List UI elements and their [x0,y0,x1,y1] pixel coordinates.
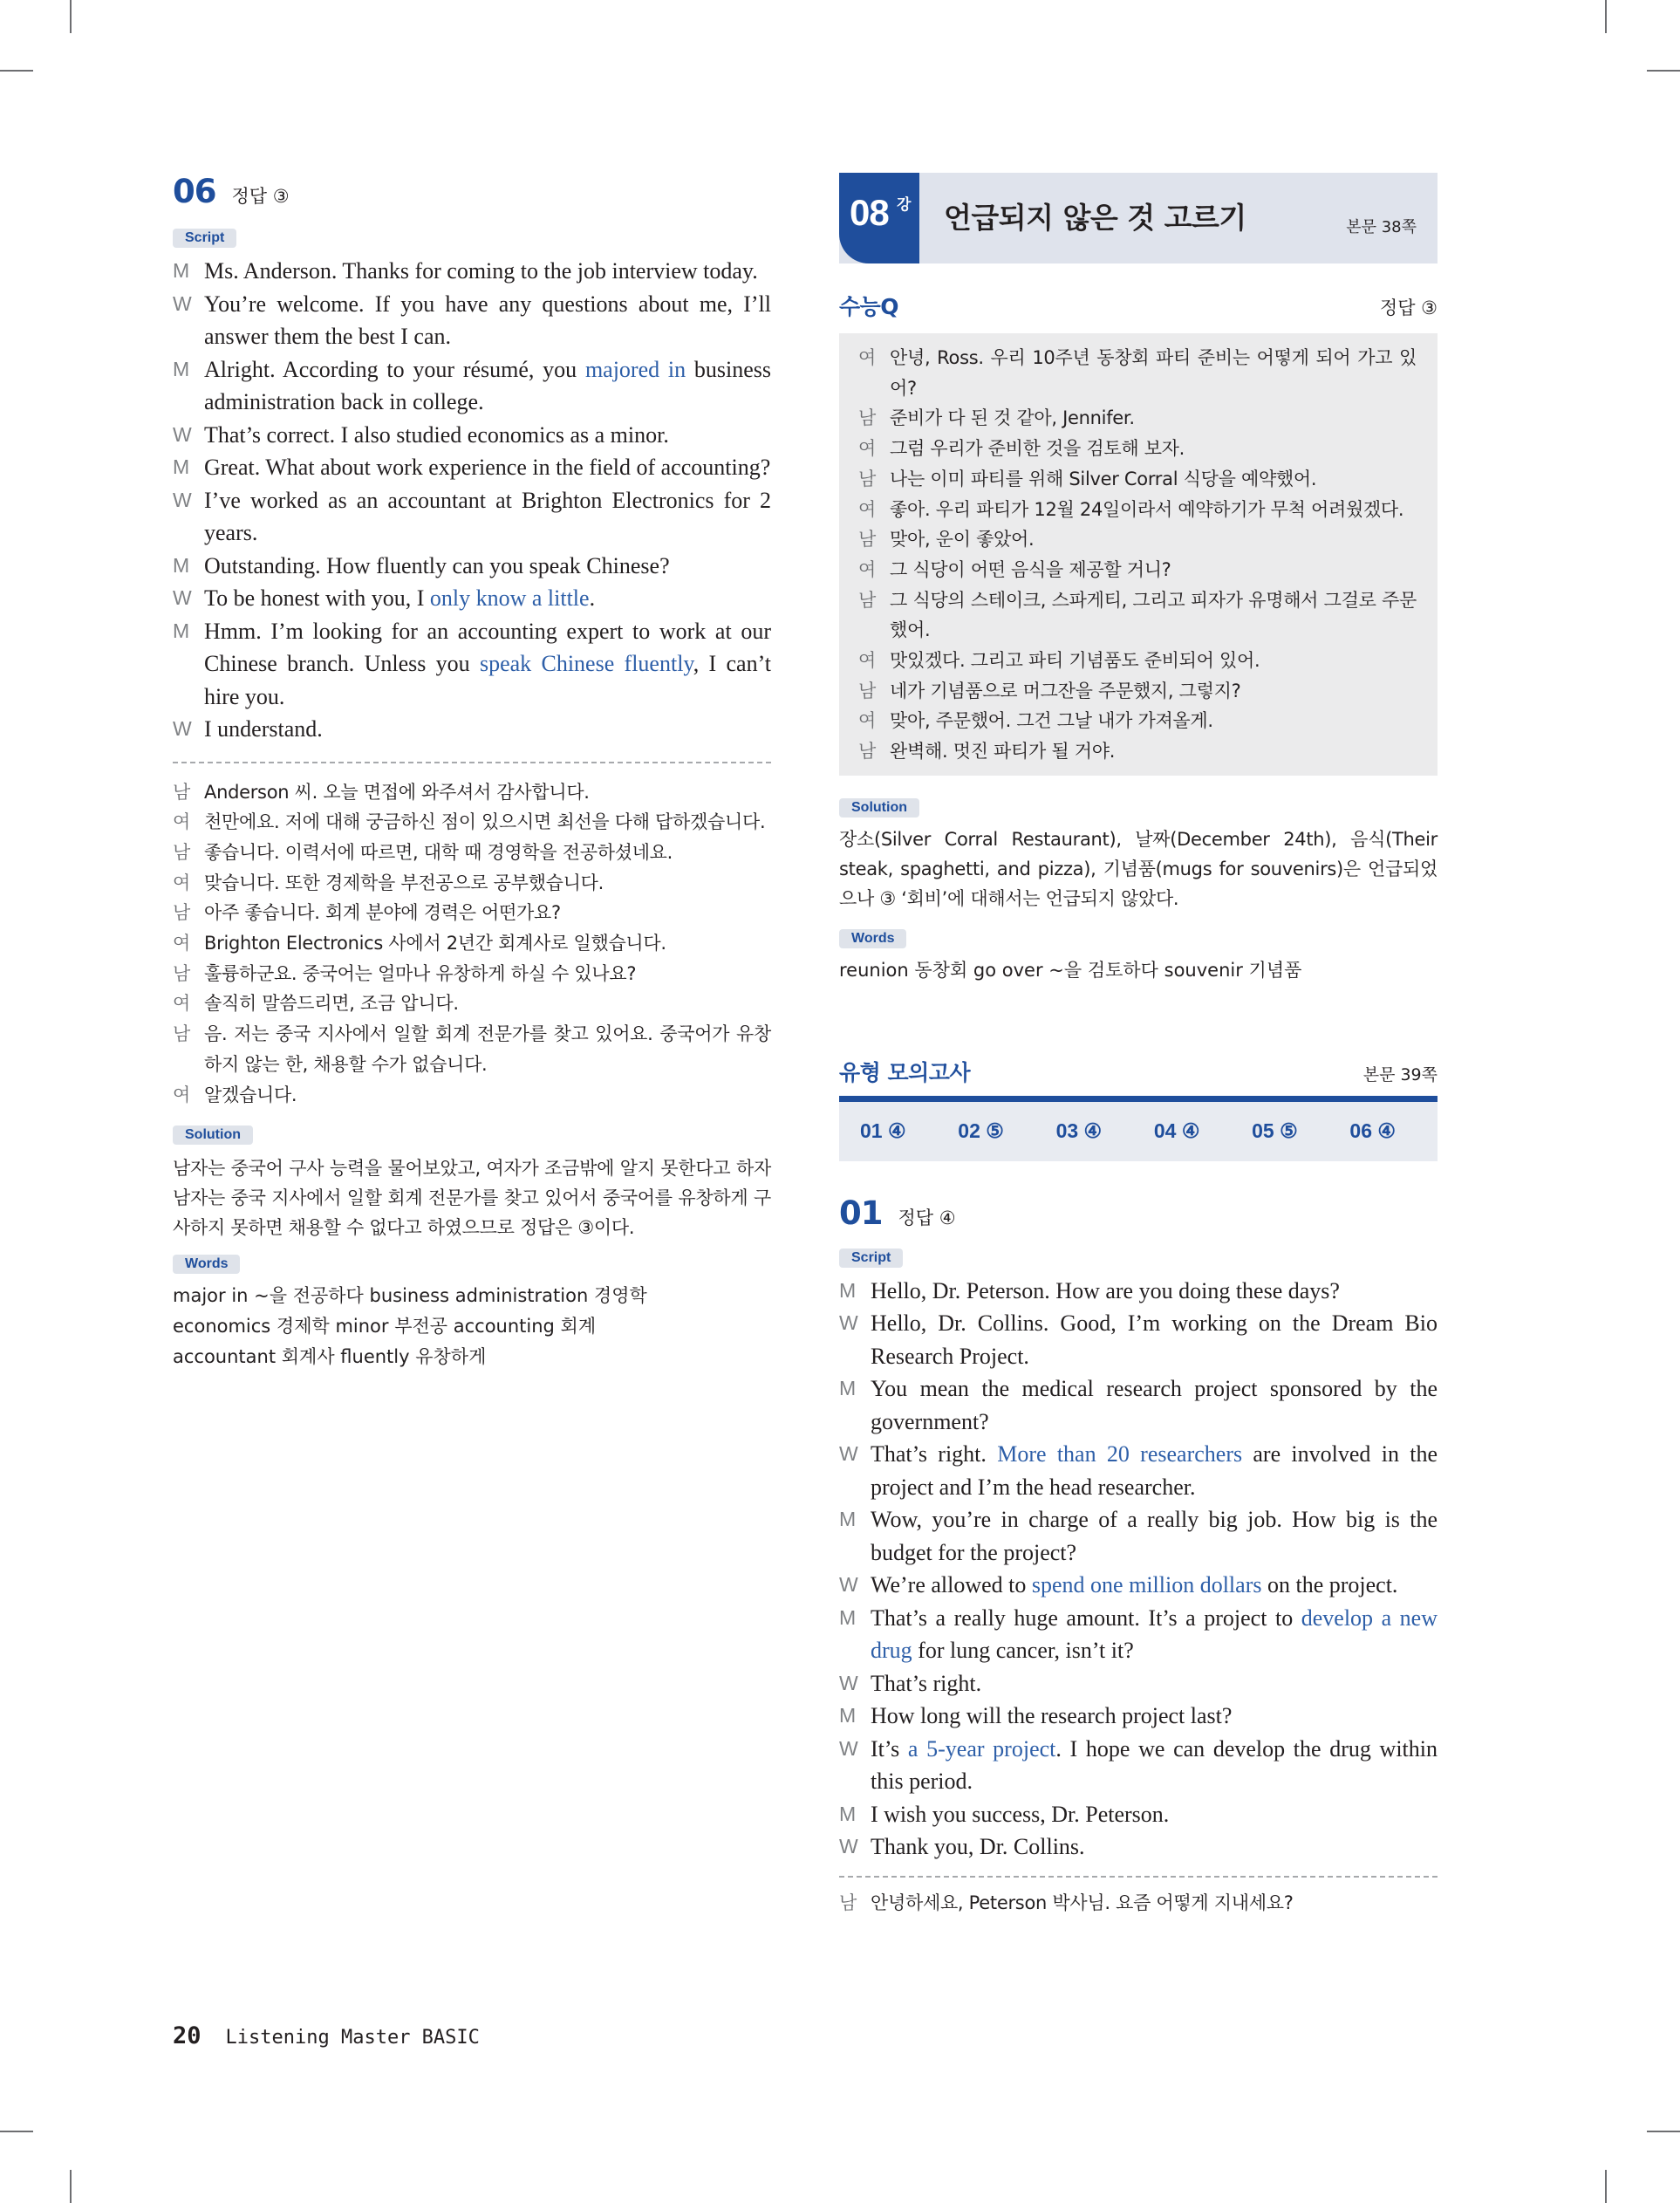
words-line: major in ~을 전공하다 business administration 경영학 [173,1285,647,1307]
text-run: Outstanding. How fluently can you speak Chinese? [204,552,670,578]
crop-mark [70,0,72,33]
speaker-label: M [173,357,190,380]
text-run: Great. What about work experience in the field of accounting? [204,455,771,480]
words-line: accountant 회계사 fluently 유창하게 [173,1346,487,1368]
speaker-label: M [173,619,190,642]
translation-line [858,403,1417,434]
unit-title: 언급되지 않은 것 고르기 [944,201,1246,235]
highlight-phrase: a 5-year project [907,1735,1056,1762]
translation-text: 좋습니다. 이력서에 따르면, 대학 때 경영학을 전공하셨네요. [204,841,673,863]
script-text [204,550,771,583]
translation-line [858,343,1417,403]
speaker-label: M [839,1278,857,1302]
unit-tab [839,173,919,263]
text-run: I understand. [204,716,323,742]
text-run: I wish you success, Dr. Peterson. [871,1801,1170,1827]
script-line [839,1700,1438,1733]
speaker-label: 남 [858,529,876,551]
highlight-phrase: More than 20 researchers [997,1441,1243,1468]
speaker-label: M [173,553,190,577]
text-run: . [589,585,596,611]
text-run: You mean the medical research project sponsored by the government? [871,1376,1438,1434]
translation-text: 완벽해. 멋진 파티가 될 거야. [890,741,1116,763]
script-line [839,1830,1438,1864]
speaker-label: W [839,1573,858,1597]
script-line [173,550,771,583]
text-run: I’ve worked as an accountant at Brighton Electronics for 2 years. [204,487,771,545]
mock-test-header [839,1056,1438,1087]
translation-line [173,959,771,989]
question-06-header [173,173,771,218]
script-text [871,1602,1438,1667]
script-text [871,1830,1438,1864]
answer-label: 정답 ③ [1379,298,1438,318]
answer-item: 06 ④ [1349,1119,1396,1143]
mock-test-title: 유형 모의고사 [839,1059,971,1085]
script-line [839,1798,1438,1831]
text-run: Thank you, Dr. Collins. [871,1834,1085,1860]
answer-item: 01 ④ [860,1119,906,1143]
script-line [173,419,771,452]
text-run: You’re welcome. If you have any questions about me, I’ll answer them the best I can. [204,291,771,349]
solution-tag: Solution [839,798,919,818]
text-run: That’s right. [871,1441,998,1468]
translation-line [173,1019,771,1079]
translation-line [173,989,771,1019]
text-run: We’re allowed to [871,1572,1032,1598]
translation-text: 맞아, 주문했어. 그건 그날 내가 가져올게. [890,710,1213,732]
speaker-label: W [173,586,192,609]
translation-text: 준비가 다 된 것 같아, Jennifer. [890,407,1135,429]
speaker-label: M [173,455,190,478]
crop-mark [1605,0,1607,33]
book-title: Listening Master BASIC [225,2027,480,2049]
divider [839,1876,1438,1878]
speaker-label: 여 [173,811,190,833]
unit-banner [839,173,1438,263]
speaker-label: M [173,259,190,282]
script-line [839,1503,1438,1569]
speaker-label: 여 [858,347,876,368]
text-run: on the project. [1261,1572,1398,1598]
translation-text: 맛있겠다. 그리고 파티 기념품도 준비되어 있어. [890,650,1260,672]
answer-item: 04 ④ [1153,1119,1200,1143]
translation-line [858,736,1417,767]
script-line [839,1307,1438,1372]
translation-line [173,898,771,928]
script-text [871,1733,1438,1798]
speaker-label: 남 [839,1892,857,1913]
script-text [871,1372,1438,1438]
text-run: , I can’t hire you. [204,651,771,709]
translation-text: 맞아, 운이 좋았어. [890,529,1035,551]
translation-dialogue [839,1888,1438,1919]
highlight-phrase: only know a little [429,585,590,611]
page-reference: 본문 38쪽 [1346,218,1417,236]
script-line [839,1733,1438,1798]
translation-text: 솔직히 말씀드리면, 조금 압니다. [204,993,459,1015]
translation-line [839,1888,1438,1919]
unit-number: 08 [850,192,889,233]
translation-line [858,585,1417,646]
translation-line [858,495,1417,525]
script-text [871,1503,1438,1569]
translation-text: 훌륭하군요. 중국어는 얼마나 유창하게 하실 수 있나요? [204,962,637,984]
text-run: To be honest with you, I [204,585,430,611]
speaker-label: 여 [858,710,876,732]
script-text [871,1307,1438,1372]
script-text [871,1438,1438,1503]
unit-suffix: 강 [897,196,912,213]
answer-item: 03 ④ [1055,1119,1103,1143]
speaker-label: 여 [173,872,190,893]
highlight-phrase: majored in [584,356,686,382]
text-run: . I hope we can develop the drug within this period. [871,1735,1438,1795]
question-number: 06 [173,173,216,210]
translation-text: Brighton Electronics 사에서 2년간 회계사로 일했습니다. [204,933,666,954]
speaker-label: 남 [173,1023,190,1045]
script-text [204,288,771,353]
crop-mark [1647,2131,1680,2132]
script-text [204,451,771,484]
translation-line [858,706,1417,736]
speaker-label: 여 [173,1084,190,1105]
page-footer [173,2022,480,2049]
translation-text: 좋아. 우리 파티가 12월 24일이라서 예약하기가 무척 어려웠겠다. [890,498,1404,520]
text-run: Hello, Dr. Collins. Good, I’m working on the Dream Bio Research Project. [871,1310,1438,1369]
text-run: are involved in the project and I’m the head researcher. [871,1441,1438,1500]
translation-line [858,524,1417,555]
text-run: for lung cancer, isn’t it? [912,1638,1134,1664]
speaker-label: 여 [173,993,190,1015]
text-run: That’s right. [871,1670,982,1696]
speaker-label: 남 [858,741,876,763]
dialogue-box [839,333,1438,776]
words-tag: Words [839,929,906,948]
translation-line [173,838,771,868]
text-run: Ms. Anderson. Thanks for coming to the job interview today. [204,258,758,284]
speaker-label: 여 [858,650,876,672]
script-text [204,419,771,452]
question-number: 01 [839,1194,883,1232]
highlight-phrase: develop a new drug [871,1604,1438,1664]
speaker-label: M [839,1704,857,1728]
script-dialogue [173,255,771,746]
speaker-label: 남 [173,962,190,984]
crop-mark [70,2170,72,2203]
crop-mark [1605,2170,1607,2203]
speaker-label: M [839,1802,857,1825]
translation-text: 그럼 우리가 준비한 것을 검토해 보자. [890,438,1185,460]
left-column [173,173,771,1372]
script-text [871,1569,1438,1602]
speaker-label: 남 [173,902,190,924]
text-run: Alright. According to your résumé, you [204,356,585,382]
translation-text: 알겠습니다. [204,1084,297,1105]
script-line [173,353,771,419]
suneung-label: 수능Q [839,294,899,319]
script-line [839,1275,1438,1308]
script-line [173,713,771,746]
script-line [839,1372,1438,1438]
script-text [204,713,771,746]
script-line [839,1438,1438,1503]
text-run: That’s a really huge amount. It’s a project to [871,1604,1301,1631]
words-line: economics 경제학 minor 부전공 accounting 회계 [173,1316,597,1338]
answer-label: 정답 ④ [898,1207,956,1228]
script-text [204,615,771,714]
script-line [173,484,771,550]
speaker-label: W [173,422,192,446]
crop-mark [1647,70,1680,72]
text-run: That’s correct. I also studied economics as a minor. [204,421,669,448]
translation-text: 안녕, Ross. 우리 10주년 동창회 파티 준비는 어떻게 되어 가고 있어? [890,347,1417,399]
speaker-label: W [173,488,192,511]
speaker-label: 남 [858,589,876,611]
divider [173,762,771,763]
translation-text: Anderson 씨. 오늘 면접에 와주셔서 감사합니다. [204,781,590,803]
text-run: It’s [871,1735,908,1762]
speaker-label: 남 [858,468,876,489]
words-list [173,1281,771,1372]
script-dialogue [839,1275,1438,1864]
answer-strip [839,1102,1438,1161]
speaker-label: 남 [173,781,190,803]
translation-text: 그 식당의 스테이크, 스파게티, 그리고 피자가 유명해서 그걸로 주문했어. [890,589,1417,641]
right-column [839,173,1438,1919]
text-run: Hello, Dr. Peterson. How are you doing these days? [871,1277,1340,1303]
speaker-label: W [839,1736,858,1760]
script-line [839,1569,1438,1602]
script-line [173,615,771,714]
script-text [204,484,771,550]
translation-line [858,676,1417,707]
script-text [871,1798,1438,1831]
script-line [173,582,771,615]
text-run: How long will the research project last? [871,1703,1233,1729]
question-01-header [839,1194,1438,1240]
translation-line [173,868,771,899]
script-text [204,582,771,615]
translation-line [173,807,771,838]
text-run: business administration back in college. [204,356,771,414]
translation-line [858,555,1417,585]
script-tag: Script [173,229,236,248]
script-text [871,1700,1438,1733]
page-reference: 본문 39쪽 [1362,1064,1438,1084]
translation-text: 맞습니다. 또한 경제학을 부전공으로 공부했습니다. [204,872,604,893]
speaker-label: W [839,1311,858,1335]
script-line [839,1667,1438,1700]
script-text [871,1275,1438,1308]
page-number: 20 [173,2022,201,2049]
solution-text: 장소(Silver Corral Restaurant), 날짜(December 24th), 음식(Their steak, spaghetti, and pizza), 기념품(mugs for souvenirs)은 언급되었으나 ③ ‘회비’에 대해서는 언급되지 않았다. [839,828,1438,909]
solution-tag: Solution [173,1125,253,1145]
speaker-label: W [839,1442,858,1466]
speaker-label: 여 [858,438,876,460]
script-text [204,353,771,419]
translation-text: 안녕하세요, Peterson 박사님. 요즘 어떻게 지내세요? [871,1892,1294,1913]
section-rule [839,1096,1438,1102]
speaker-label: 남 [173,841,190,863]
translation-line [858,464,1417,495]
solution-text: 남자는 중국어 구사 능력을 물어보았고, 여자가 조금밖에 알지 못한다고 하자 남자는 중국 지사에서 일할 회계 전문가를 찾고 있어서 중국어를 유창하게 구사하지 못하면 채용할 수 없다고 하였으므로 정답은 ③이다. [173,1158,771,1239]
speaker-label: W [173,291,192,315]
crop-mark [0,70,33,72]
translation-text: 천만에요. 저에 대해 궁금하신 점이 있으시면 최선을 다해 답하겠습니다. [204,811,766,833]
answer-item: 05 ⑤ [1252,1119,1298,1143]
translation-text: 나는 이미 파티를 위해 Silver Corral 식당을 예약했어. [890,468,1317,489]
speaker-label: 여 [858,558,876,580]
script-line [173,255,771,288]
suneung-header [839,290,1438,321]
translation-dialogue [173,777,771,1111]
answer-label: 정답 ③ [231,186,290,207]
translation-line [173,777,771,808]
speaker-label: M [839,1605,857,1629]
crop-mark [0,2131,33,2132]
speaker-label: M [839,1508,857,1531]
words-tag: Words [173,1255,240,1274]
translation-line [858,646,1417,676]
script-line [173,288,771,353]
script-line [173,451,771,484]
translation-line [858,434,1417,464]
speaker-label: W [839,1671,858,1694]
speaker-label: 남 [858,407,876,429]
translation-text: 아주 좋습니다. 회계 분야에 경력은 어떤가요? [204,902,561,924]
speaker-label: 남 [858,680,876,701]
answer-item: 02 ⑤ [958,1119,1004,1143]
speaker-label: 여 [858,498,876,520]
text-run: Hmm. I’m looking for an accounting expert to work at our Chinese branch. Unless you [204,618,771,676]
text-run: Wow, you’re in charge of a really big job. How big is the budget for the project? [871,1507,1438,1565]
speaker-label: M [839,1377,857,1400]
words-line: reunion 동창회 go over ~을 검토하다 souvenir 기념품 [839,959,1302,981]
script-line [839,1602,1438,1667]
script-tag: Script [839,1249,903,1268]
translation-line [173,928,771,959]
translation-text: 음. 저는 중국 지사에서 일할 회계 전문가를 찾고 있어요. 중국어가 유창하지 않는 한, 채용할 수가 없습니다. [204,1023,771,1075]
script-text [871,1667,1438,1700]
translation-text: 그 식당이 어떤 음식을 제공할 거니? [890,558,1171,580]
translation-line [173,1080,771,1111]
translation-text: 네가 기념품으로 머그잔을 주문했지, 그렇지? [890,680,1241,701]
speaker-label: W [839,1835,858,1858]
highlight-phrase: speak Chinese fluently [479,651,693,676]
speaker-label: 여 [173,933,190,954]
script-text [204,255,771,288]
highlight-phrase: spend one million dollars [1031,1572,1262,1598]
speaker-label: W [173,717,192,740]
